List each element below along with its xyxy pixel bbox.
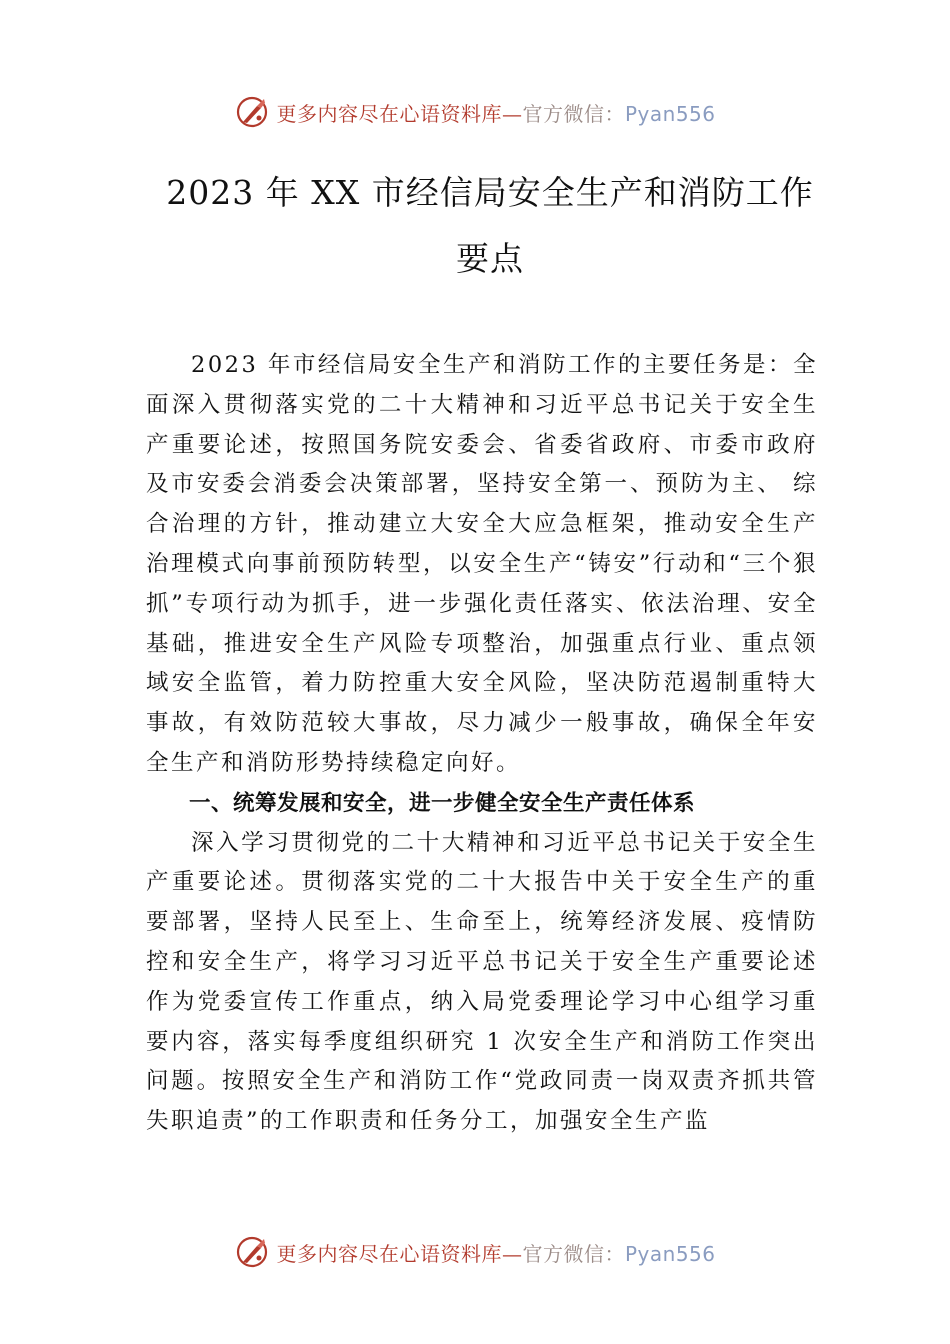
watermark-site: 更多内容尽在心语资料库—: [276, 101, 523, 126]
watermark-banner-top: [0, 94, 950, 130]
quill-logo-icon: [234, 94, 270, 130]
document-body: [146, 346, 818, 1142]
quill-logo-icon: [234, 1234, 270, 1270]
document-title: 2023 年 XX 市经信局安全生产和消防工作要点: [166, 173, 814, 278]
watermark-text: [276, 1238, 715, 1267]
watermark-wechat-label: 官方微信：: [522, 101, 625, 126]
watermark-site: 更多内容尽在心语资料库—: [276, 1241, 523, 1266]
watermark-text: [276, 98, 715, 127]
section-1-paragraph: 深入学习贯彻党的二十大精神和习近平总书记关于安全生产重要论述。贯彻落实党的二十大报告中关于安全生产的重要部署，坚持人民至上、生命至上，统筹经济发展、疫情防控和安全生产，将学习习近平总书记关于安全生产重要论述作为党委宣传工作重点，纳入局党委理论学习中心组学习重要内容，落实每季度组织研究 1 次安全生产和消防工作突出问题。按照安全生产和消防工作“党政同责一岗双责齐抓共管失职追责”的工作职责和任务分工，加强安全生产监: [146, 829, 818, 1135]
watermark-wechat-id: Pyan556: [624, 101, 716, 126]
section-1-heading: 一、统筹发展和安全，进一步健全安全生产责任体系: [189, 790, 696, 816]
intro-paragraph: 2023 年市经信局安全生产和消防工作的主要任务是：全面深入贯彻落实党的二十大精神和习近平总书记关于安全生产重要论述，按照国务院安委会、省委省政府、市委市政府及市安委会消委会决策部署，坚持安全第一、预防为主、 综合治理的方针，推动建立大安全大应急框架，推动安全生产治理模式向事前预防转型，以安全生产“铸安”行动和“三个狠抓”专项行动为抓手，进一步强化责任落实、依法治理、安全基础，推进安全生产风险专项整治，加强重点行业、重点领域安全监管，着力防控重大安全风险，坚决防范遏制重特大事故，有效防范较大事故，尽力减少一般事故，确保全年安全生产和消防形势持续稳定向好。: [146, 352, 818, 776]
watermark-banner-bottom: [0, 1234, 950, 1270]
watermark-wechat-label: 官方微信：: [522, 1241, 625, 1266]
watermark-wechat-id: Pyan556: [624, 1241, 716, 1266]
